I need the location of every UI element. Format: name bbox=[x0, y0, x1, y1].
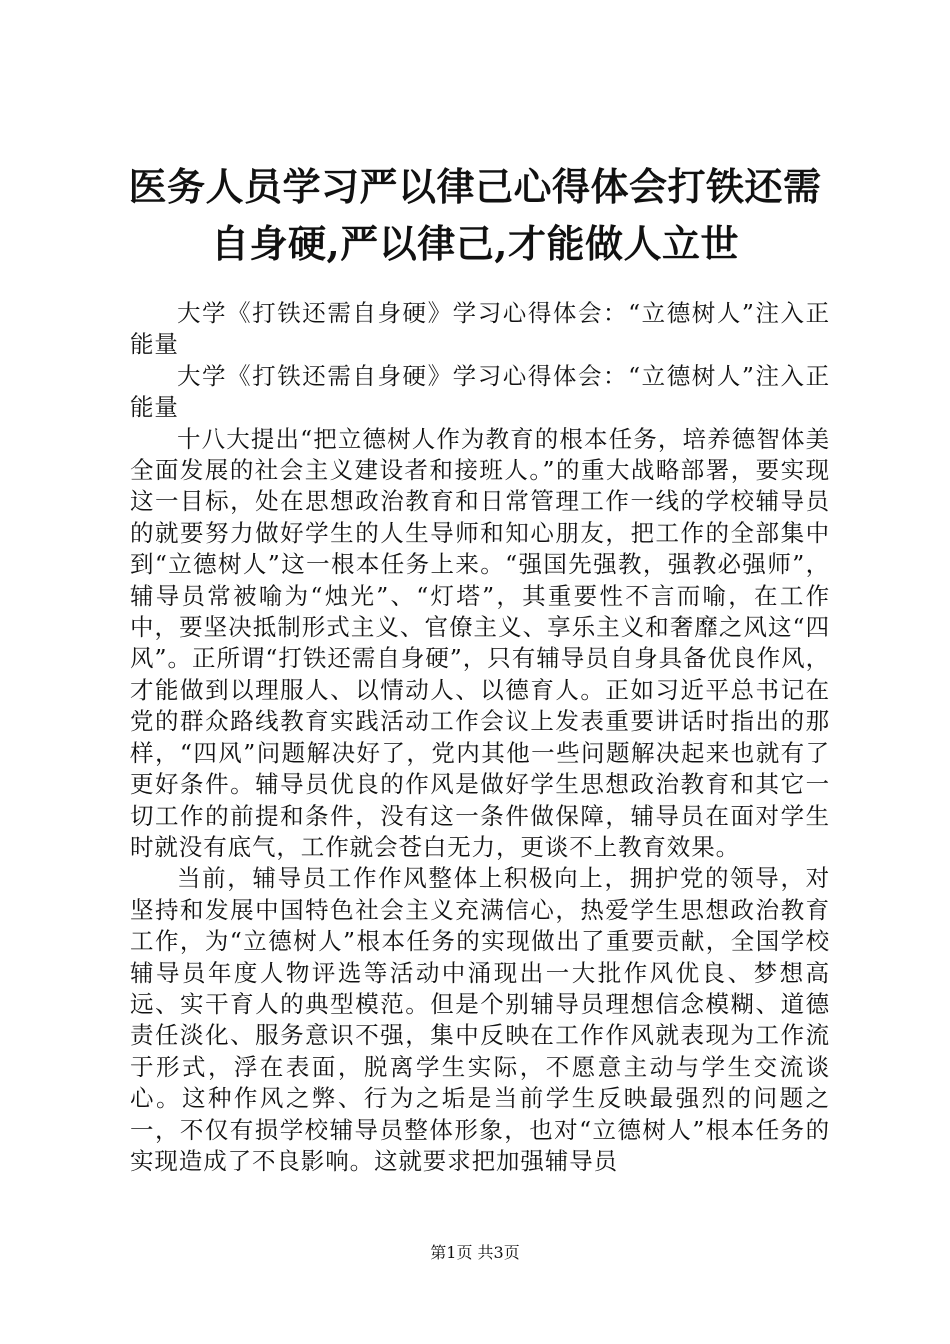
paragraph-2: 大学《打铁还需自身硬》学习心得体会：“立德树人”注入正能量 bbox=[130, 361, 830, 422]
paragraph-1: 大学《打铁还需自身硬》学习心得体会：“立德树人”注入正能量 bbox=[130, 299, 830, 359]
paragraph-3: 十八大提出“把立德树人作为教育的根本任务，培养德智体美全面发展的社会主义建设者和接班人。”的重大战略部署，要实现这一目标，处在思想政治教育和日常管理工作一线的学校辅导员的就要努力做好学生的人生导师和知心朋友，把工作的全部集中到“立德树人”这一根本任务上来。“强国先强教，强教必强师”，辅导员常被喻为“烛光”、“灯塔”，其重要性不言而喻，在工作中，要坚决抵制形式主义、官僚主义、享乐主义和奢靡之风这“四风”。正所谓“打铁还需自身硬”，只有辅导员自身具备优良作风，才能做到以理服人、以情动人、以德育人。正如习近平总书记在党的群众路线教育实践活动工作会议上发表重要讲话时指出的那样，“四风”问题解决好了，党内其他一些问题解决起来也就有了更好条件。辅导员优良的作风是做好学生思想政治教育和其它一切工作的前提和条件，没有这一条件做保障，辅导员在面对学生时就没有底气，工作就会苍白无力，更谈不上教育效果。 bbox=[130, 424, 830, 861]
document-body bbox=[130, 298, 830, 1177]
document-title: 医务人员学习严以律己心得体会打铁还需自身硬,严以律己,才能做人立世 bbox=[128, 164, 822, 266]
page-number-footer: 第1页 共3页 bbox=[430, 1243, 520, 1262]
paragraph-4: 当前，辅导员工作作风整体上积极向上，拥护党的领导，对坚持和发展中国特色社会主义充满信心，热爱学生思想政治教育工作，为“立德树人”根本任务的实现做出了重要贡献，全国学校辅导员年度人物评选等活动中涌现出一大批作风优良、梦想高远、实干育人的典型模范。但是个别辅导员理想信念模糊、道德责任淡化、服务意识不强，集中反映在工作作风就表现为工作流于形式，浮在表面，脱离学生实际，不愿意主动与学生交流谈心。这种作风之弊、行为之垢是当前学生反映最强烈的问题之一，不仅有损学校辅导员整体形象，也对“立德树人”根本任务的实现造成了不良影响。这就要求把加强辅导员 bbox=[130, 864, 830, 1175]
